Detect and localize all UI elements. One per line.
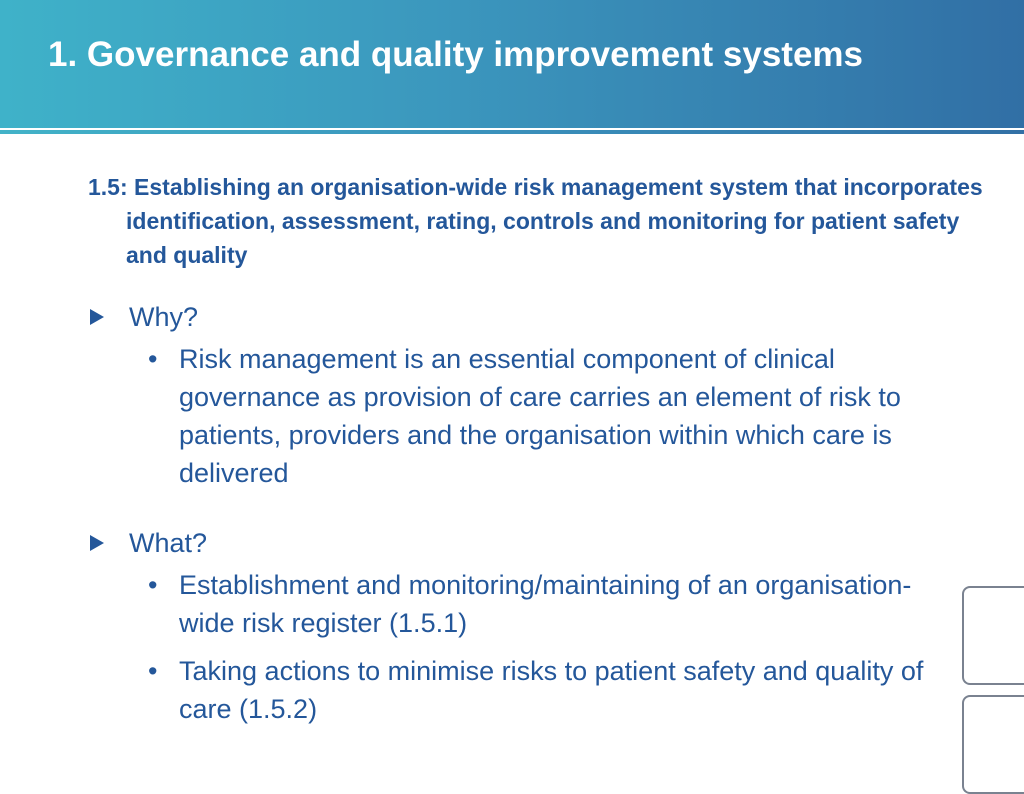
corner-frame-bottom [962,695,1024,794]
bullet-list [88,340,948,492]
bullet-icon: • [148,570,158,600]
section-heading [88,297,948,337]
bullet-item [88,340,939,492]
triangle-arrow-icon [90,535,104,551]
bullet-icon: • [148,344,158,374]
corner-frame-top [962,586,1024,685]
slide-subtitle: 1.5: Establishing an organisation-wide risk management system that incorporates identification, assessment, rating, controls and monitoring for patient safety and quality [88,174,983,268]
title-divider [0,130,1024,134]
slide-title: 1. Governance and quality improvement systems [48,35,864,74]
section-why [88,297,948,502]
title-bar [0,0,1024,128]
bullet-text: Establishment and monitoring/maintaining of an organisation-wide risk register (1.5.1) [179,570,912,638]
bullet-item [88,652,939,728]
triangle-arrow-icon [90,309,104,325]
bullet-list [88,566,948,728]
section-label: What? [129,527,208,558]
bullet-text: Taking actions to minimise risks to patient safety and quality of care (1.5.2) [179,656,924,724]
section-what [88,523,948,738]
section-heading [88,523,948,563]
section-label: Why? [129,301,199,332]
bullet-text: Risk management is an essential component of clinical governance as provision of care carries an element of risk to patients, providers and the organisation within which care is delivered [179,344,901,488]
bullet-item [88,566,939,642]
bullet-icon: • [148,656,158,686]
